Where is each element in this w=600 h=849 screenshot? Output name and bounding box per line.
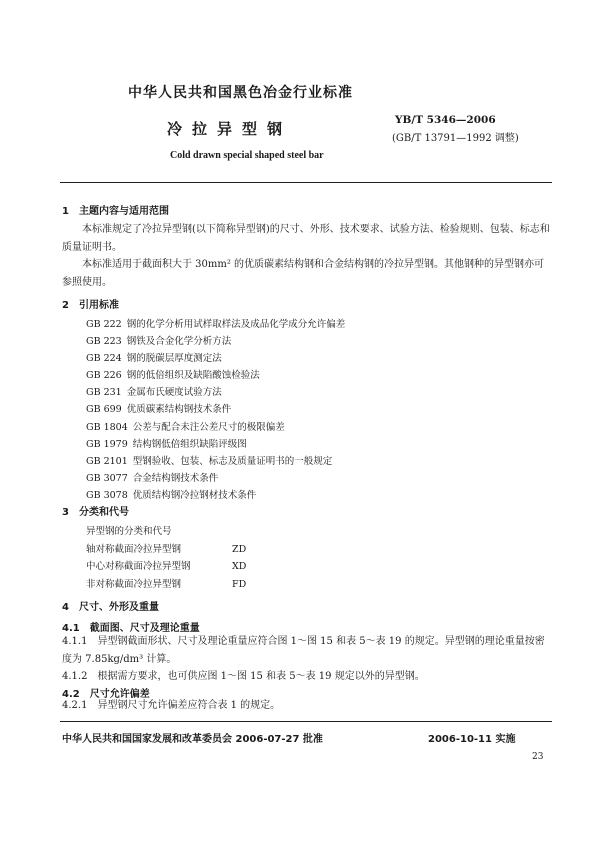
reference-code: GB 3078 [86, 489, 128, 501]
reference-title: 钢的脱碳层厚度测定法 [126, 353, 222, 365]
section-4-1-1: 4.1.1 异型钢截面形状、尺寸及理论重量应符合图 1～图 15 和表 5～表 19 的规定。异型钢的理论重量按密度为 7.85kg/dm³ 计算。 [62, 636, 545, 665]
section-4-title: 4 尺寸、外形及重量 [62, 602, 159, 613]
document-title: 冷拉异型钢 [167, 120, 293, 138]
reference-code: GB 222 [86, 319, 122, 330]
classification-row [86, 576, 246, 594]
classification-row [86, 558, 246, 576]
reference-item [86, 401, 345, 418]
section-2-title: 2 引用标准 [62, 300, 119, 311]
standard-code: YB/T 5346—2006 [395, 114, 496, 126]
page-number: 23 [532, 752, 544, 762]
reference-title: 结构钢低倍组织缺陷评级图 [132, 438, 247, 450]
reference-item [86, 436, 345, 453]
reference-item [86, 419, 345, 436]
reference-item [86, 453, 345, 470]
classification-name: 非对称截面冷拉异型钢 [86, 578, 182, 590]
reference-item [86, 470, 345, 487]
reference-code: GB 699 [86, 404, 122, 416]
top-divider [60, 182, 552, 183]
classification-row [86, 541, 246, 559]
classification-code: XD [232, 561, 247, 572]
section-1-paragraph-1: 本标准规定了冷拉异型钢(以下简称异型钢)的尺寸、外形、技术要求、试验方法、检验规则、包装、标志和质量证明书。 [62, 224, 550, 253]
english-title: Cold drawn special shaped steel bar [170, 150, 324, 161]
reference-code: GB 1979 [86, 438, 128, 450]
classification-name: 轴对称截面冷拉异型钢 [86, 543, 182, 555]
effective-date: 2006-10-11 实施 [428, 734, 516, 745]
section-4-1-title: 4.1 截面图、尺寸及理论重量 [62, 623, 200, 634]
classification-name: 中心对称截面冷拉异型钢 [86, 561, 191, 572]
reference-item [86, 487, 345, 504]
reference-item [86, 333, 345, 350]
replaces-standard: (GB/T 13791—1992 调整) [392, 133, 519, 144]
reference-title: 钢的化学分析用试样取样法及成品化学成分允许偏差 [126, 319, 346, 330]
classification-table [86, 523, 246, 593]
reference-title: 优质碳素结构钢技术条件 [126, 404, 232, 416]
reference-code: GB 3077 [86, 472, 128, 484]
section-4-2-1: 4.2.1 异型钢尺寸允许偏差应符合表 1 的规定。 [62, 700, 281, 711]
reference-title: 公差与配合未注公差尺寸的极限偏差 [132, 421, 285, 433]
issuer-approval: 中华人民共和国国家发展和改革委员会 2006-07-27 批准 [62, 734, 323, 745]
reference-code: GB 231 [86, 387, 122, 399]
reference-title: 合金结构钢技术条件 [132, 472, 219, 484]
reference-code: GB 1804 [86, 421, 128, 433]
reference-code: GB 224 [86, 353, 122, 365]
reference-title: 金属布氏硬度试验方法 [126, 387, 222, 399]
reference-list [86, 316, 345, 504]
reference-title: 钢铁及合金化学分析方法 [126, 336, 232, 348]
reference-item [86, 367, 345, 384]
section-3-title: 3 分类和代号 [62, 507, 129, 518]
classification-heading: 异型钢的分类和代号 [86, 526, 172, 537]
org-title: 中华人民共和国黑色冶金行业标准 [128, 85, 353, 101]
classification-code: ZD [232, 543, 247, 555]
reference-title: 优质结构钢冷拉钢材技术条件 [132, 489, 257, 501]
section-1-title: 1 主题内容与适用范围 [62, 206, 169, 217]
reference-item [86, 350, 345, 367]
reference-code: GB 226 [86, 370, 122, 382]
section-4-1-2: 4.1.2 根据需方要求，也可供应图 1～图 15 和表 5～表 19 规定以外的异型钢。 [62, 671, 425, 682]
bottom-divider [60, 721, 552, 722]
reference-code: GB 223 [86, 336, 122, 348]
section-1-paragraph-2: 本标准适用于截面积大于 30mm² 的优质碳素结构钢和合金结构钢的冷拉异型钢。其他钢种的异型钢亦可参照使用。 [62, 259, 545, 288]
reference-item [86, 316, 345, 333]
reference-title: 钢的低倍组织及缺陷酸蚀检验法 [126, 370, 260, 382]
reference-item [86, 384, 345, 401]
reference-code: GB 2101 [86, 455, 128, 467]
classification-code: FD [232, 578, 247, 590]
section-4-2-title: 4.2 尺寸允许偏差 [62, 689, 150, 700]
reference-title: 型钢验收、包装、标志及质量证明书的一般规定 [132, 455, 333, 467]
